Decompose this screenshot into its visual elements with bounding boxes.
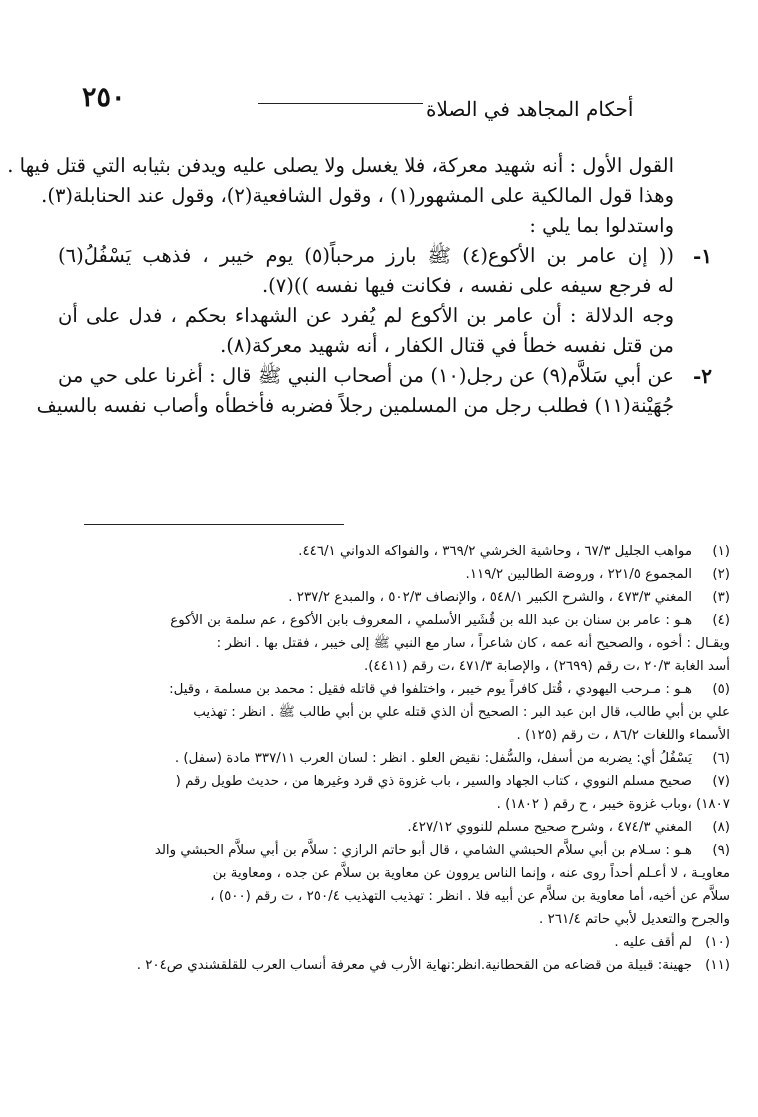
- paragraph-evidence-intro: واستدلوا بما يلي :: [529, 214, 674, 237]
- footnote-number: (٩): [712, 843, 730, 858]
- footnote-text: والجرح والتعديل لأبي حاتم ٢٦١/٤ .: [539, 912, 730, 927]
- footnote-text: يَسْفُلُ أي: يضربه من أسفل، والسُّفل: نقيض العلو . انظر : لسان العرب ٣٣٧/١١ مادة (سفل) .: [174, 751, 692, 766]
- footnote: [58, 839, 730, 931]
- footnote-line: [58, 563, 730, 586]
- paragraph-inference-line: من قتل نفسه خطأ في قتال الكفار ، أنه شهيد معركة(٨).: [220, 334, 674, 357]
- footnote-text: جهينة: قبيلة من قضاعه من القحطانية.انظر:نهاية الأرب في معرفة أنساب العرب للقلقشندي ص٢٠٤ .: [136, 958, 692, 973]
- footnote: [58, 747, 730, 770]
- header-rule: [258, 103, 423, 104]
- footnote: [58, 678, 730, 747]
- footnote-line: [58, 655, 730, 678]
- footnote-text: المجموع ٢٢١/٥ ، وروضة الطالبين ١١٩/٢.: [465, 567, 692, 582]
- item-number: ١-: [692, 244, 712, 268]
- footnote-number: (١١): [705, 958, 730, 973]
- footnote-line: [58, 816, 730, 839]
- footnote: [58, 586, 730, 609]
- evidence-item-1: [58, 241, 712, 301]
- footnote-text: المغني ٤٧٤/٣ ، وشرح صحيح مسلم للنووي ٤٢٧/١٢.: [407, 820, 692, 835]
- footnote-line: [58, 793, 730, 816]
- footnote: [58, 609, 730, 678]
- footnote-text: هـو : عامر بن سنان بن عبد الله بن قُشَير الأسلمي ، المعروف بابن الأكوع ، عم سلمة بن الأكوع: [170, 613, 692, 628]
- footnote-number: (١٠): [705, 935, 730, 950]
- paragraph-inference-line: وجه الدلالة : أن عامر بن الأكوع لم يُفرد عن الشهداء بحكم ، فدل على أن: [58, 304, 674, 327]
- main-text: [7, 151, 712, 421]
- item-line: (( إن عامر بن الأكوع(٤) ﷺ بارز مرحباً(٥) يوم خيبر ، فذهب يَسْفُلُ(٦): [58, 244, 674, 267]
- footnote-text: سلاَّم عن أخيه، أما معاوية بن سلاَّم عن أبيه فلا . انظر : تهذيب التهذيب ٢٥٠/٤ ، ت رقم (٥٠٠) ،: [210, 889, 730, 904]
- footnote-number: (٢): [712, 567, 730, 582]
- footnote-line: [58, 586, 730, 609]
- footnote-text: هـو : سـلام بن أبي سلاَّم الحبشي الشامي ، قال أبو حاتم الرازي : سلاَّم بن أبي سلاَّم الحبشي والد: [154, 843, 692, 858]
- footnote-number: (٦): [712, 751, 730, 766]
- paragraph-schools: وهذا قول المالكية على المشهور(١) ، وقول الشافعية(٢)، وقول عند الحنابلة(٣).: [41, 184, 674, 207]
- footnote-text: المغني ٤٧٣/٣ ، والشرح الكبير ٥٤٨/١ ، والإنصاف ٥٠٢/٣ ، والمبدع ٢٣٧/٢ .: [288, 590, 692, 605]
- footnote: [58, 540, 730, 563]
- footnote-text: مواهب الجليل ٦٧/٣ ، وحاشية الخرشي ٣٦٩/٢ ، والفواكه الدواني ٤٤٦/١.: [298, 544, 692, 559]
- footnote-rule: [84, 524, 344, 525]
- footnote: [58, 770, 730, 816]
- footnote: [58, 816, 730, 839]
- paragraph-first-opinion: القول الأول : أنه شهيد معركة، فلا يغسل ولا يصلى عليه ويدفن بثيابه التي قتل فيها .: [7, 154, 674, 177]
- footnote-line: [58, 632, 730, 655]
- footnote-text: الأسماء واللغات ٨٦/٢ ، ت رقم (١٢٥) .: [516, 728, 730, 743]
- item-number: ٢-: [692, 364, 712, 388]
- item-line: له فرجع سيفه على نفسه ، فكانت فيها نفسه ))(٧).: [261, 274, 674, 297]
- footnote-number: (٨): [712, 820, 730, 835]
- footnote: [58, 563, 730, 586]
- footnote-number: (٥): [712, 682, 730, 697]
- footnote: [58, 931, 730, 954]
- footnote-line: [58, 885, 730, 908]
- footnote-text: صحيح مسلم النووي ، كتاب الجهاد والسير ، باب غزوة ذي قرد وغيرها من ، حديث طويل رقم (: [175, 774, 692, 789]
- footnote-line: [58, 770, 730, 793]
- footnote-line: [58, 931, 730, 954]
- footnotes: [58, 540, 730, 977]
- footnote-line: [58, 908, 730, 931]
- footnote-line: [58, 724, 730, 747]
- footnote-line: [58, 701, 730, 724]
- footnote-number: (٣): [712, 590, 730, 605]
- footnote-text: ويقـال : أخوه ، والصحيح أنه عمه ، كان شاعراً ، سار مع النبي ﷺ إلى خيبر ، فقتل بها . انظر :: [216, 636, 730, 651]
- footnote-line: [58, 678, 730, 701]
- item-line: عن أبي سَلاَّم(٩) عن رجل(١٠) من أصحاب النبي ﷺ قال : أغرنا على حي من: [58, 364, 674, 387]
- item-line: جُهَيْنة(١١) فطلب رجل من المسلمين رجلاً فضربه فأخطأه وأصاب نفسه بالسيف: [36, 394, 674, 417]
- footnote-number: (٤): [712, 613, 730, 628]
- footnote-line: [58, 862, 730, 885]
- footnote-text: معاويـة ، لا أعـلم أحداً روى عنه ، وإنما الناس يروون عن معاوية بن سلاَّم عن جده ، ومعاوية بن: [212, 866, 730, 881]
- footnote-text: هـو : مـرحب اليهودي ، قُتل كافراً يوم خيبر ، واختلفوا في قاتله فقيل : محمد بن مسلمة ، وقيل:: [169, 682, 692, 697]
- footnote-line: [58, 609, 730, 632]
- footnote-line: [58, 540, 730, 563]
- footnote-text: ١٨٠٧) ،وباب غزوة خيبر ، ح رقم ( ١٨٠٢) .: [496, 797, 730, 812]
- footnote-number: (١): [712, 544, 730, 559]
- footnote-number: (٧): [712, 774, 730, 789]
- footnote-text: أسد الغابة ٢٠/٣ ،ت رقم (٢٦٩٩) ، والإصابة ٤٧١/٣ ،ت رقم (٤٤١١).: [363, 659, 730, 674]
- footnote-text: علي بن أبي طالب، قال ابن عبد البر : الصحيح أن الذي قتله علي بن أبي طالب ﷺ . انظر : تهذيب: [193, 705, 730, 720]
- evidence-item-2: [36, 361, 712, 421]
- footnote-line: [58, 747, 730, 770]
- footnote-line: [58, 954, 730, 977]
- footnote-line: [58, 839, 730, 862]
- footnote-text: لم أقف عليه .: [614, 935, 692, 950]
- page-number: ٢٥٠: [82, 82, 126, 113]
- footnote: [58, 954, 730, 977]
- running-title: أحكام المجاهد في الصلاة: [426, 97, 634, 121]
